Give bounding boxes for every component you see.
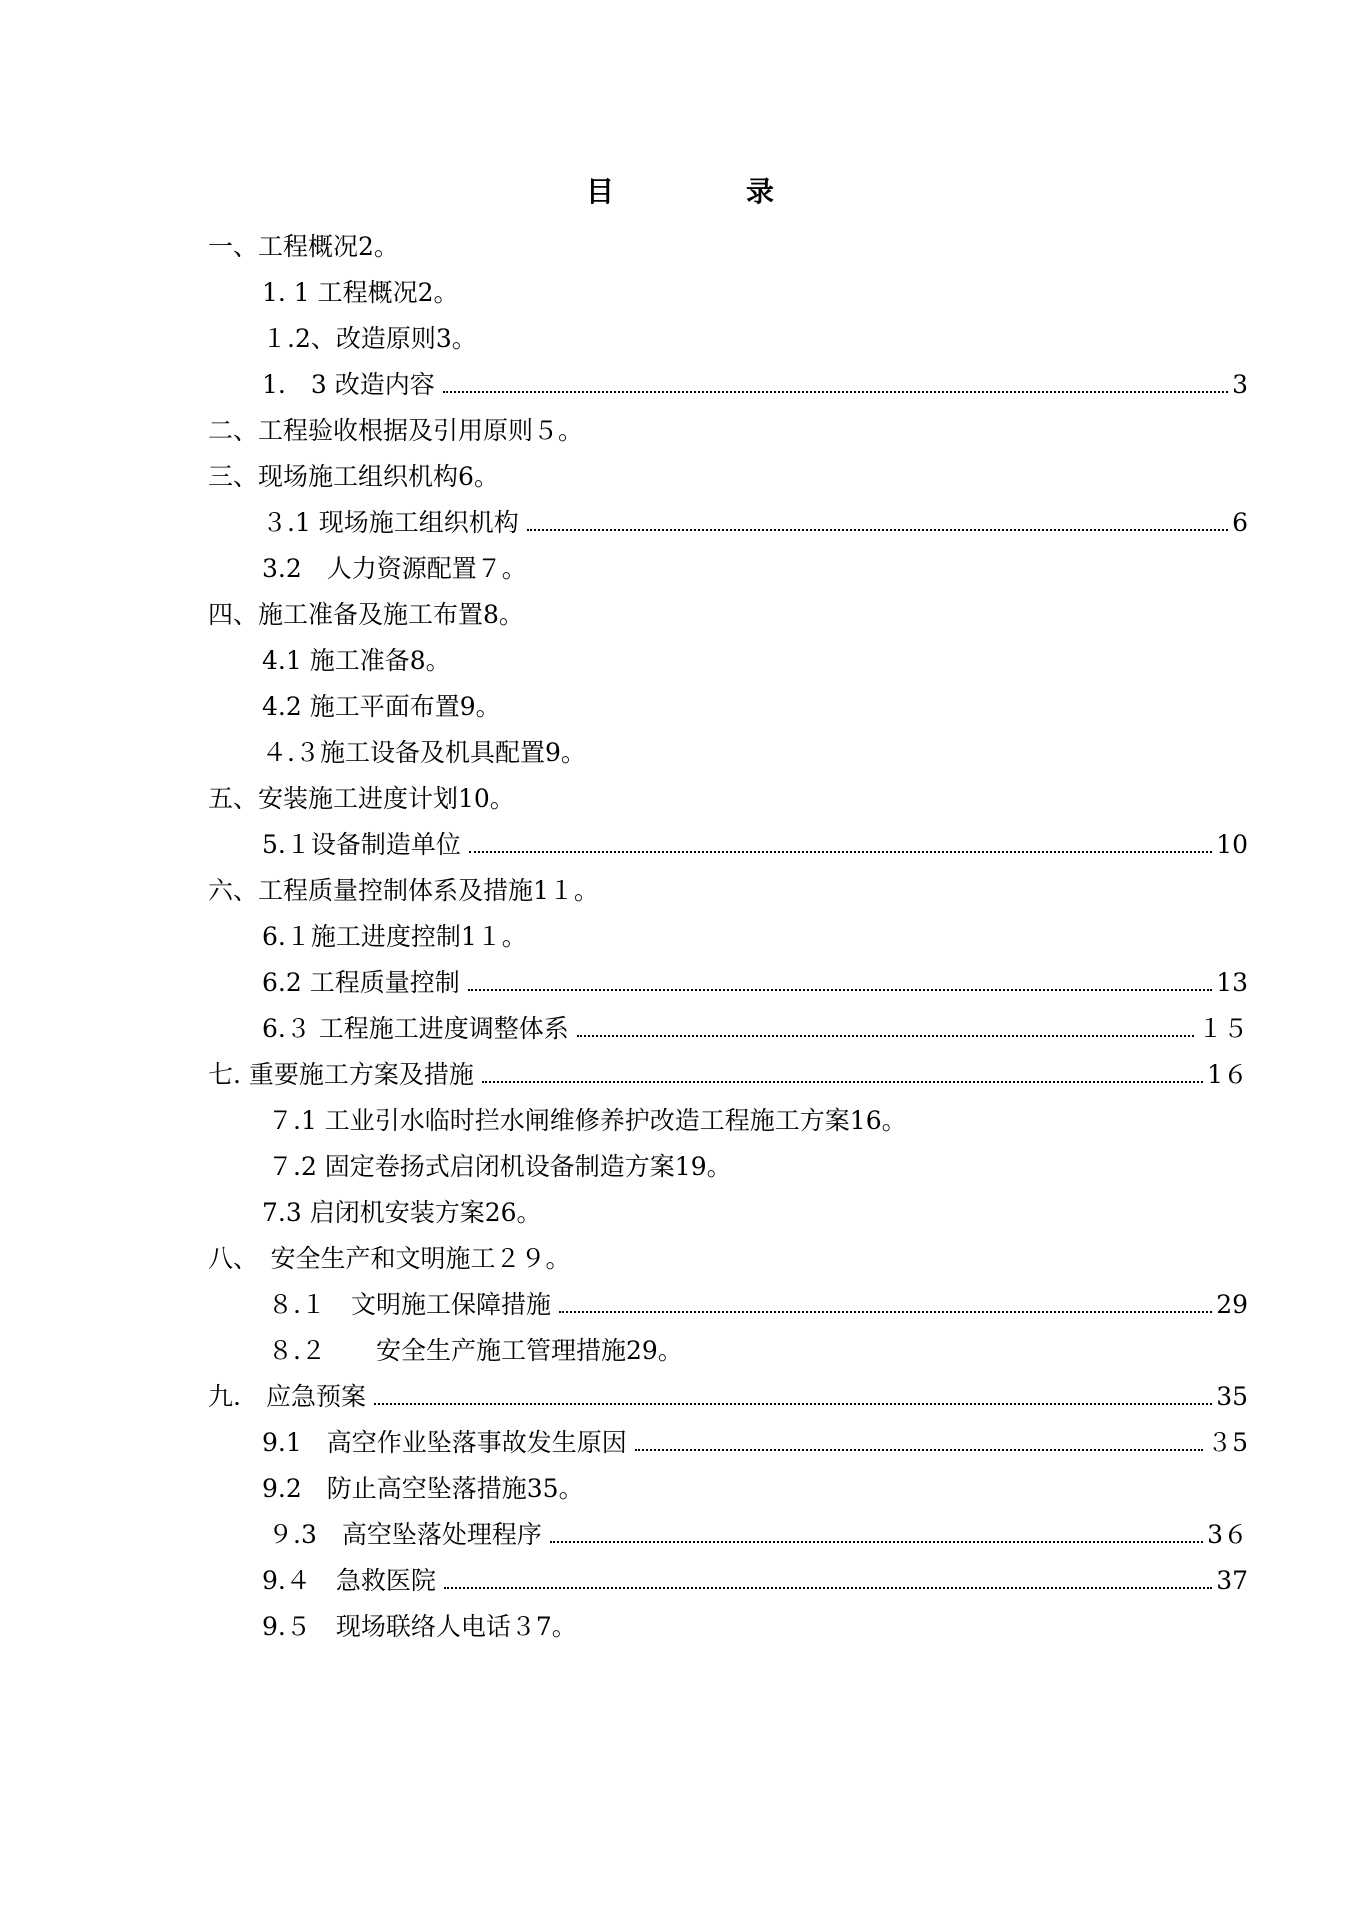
toc-entry-label: 9.2 防止高空坠落措施35。 xyxy=(262,1474,584,1503)
toc-leader-dots xyxy=(443,391,1228,393)
toc-page-number: 13 xyxy=(1216,968,1248,997)
toc-entry-label: 九. 应急预案 xyxy=(208,1382,366,1411)
toc-leader-dots xyxy=(374,1403,1212,1405)
toc-leader-dots xyxy=(469,851,1212,853)
toc-entry xyxy=(208,1282,1248,1328)
toc-entry-label: ８.１ 文明施工保障措施 xyxy=(268,1290,551,1319)
toc-entry-label: 七. 重要施工方案及措施 xyxy=(208,1060,474,1089)
toc-page-number: 10 xyxy=(1216,830,1248,859)
toc-entry xyxy=(208,224,1248,270)
toc-page-number: 6 xyxy=(1232,508,1248,537)
toc-entry-label: 4.2 施工平面布置9。 xyxy=(262,692,501,721)
toc-entry xyxy=(208,1190,1248,1236)
toc-leader-dots xyxy=(635,1449,1203,1451)
toc-entry-label: 一、工程概况2。 xyxy=(208,232,399,261)
toc-entry-label: ７.1 工业引水临时拦水闸维修养护改造工程施工方案16。 xyxy=(268,1106,907,1135)
toc-leader-dots xyxy=(559,1311,1212,1313)
toc-page-number: 3 xyxy=(1232,370,1248,399)
toc-entry xyxy=(208,316,1248,362)
toc-leader-dots xyxy=(482,1081,1203,1083)
toc-page-number: 37 xyxy=(1216,1566,1248,1595)
toc-entry xyxy=(208,730,1248,776)
toc-entry xyxy=(208,638,1248,684)
toc-page-number: 35 xyxy=(1216,1382,1248,1411)
toc-entry xyxy=(208,1604,1248,1650)
toc-entry-label: 9.４ 急救医院 xyxy=(262,1566,436,1595)
toc-entry xyxy=(208,1098,1248,1144)
toc-entry-label: ３.1 现场施工组织机构 xyxy=(262,508,519,537)
toc-entry-label: 1. 1 工程概况2。 xyxy=(262,278,459,307)
toc-entry xyxy=(208,1006,1248,1052)
toc-entry-label: 八、 安全生产和文明施工２９。 xyxy=(208,1244,571,1273)
toc-entry-label: 3.2 人力资源配置７。 xyxy=(262,554,527,583)
toc-entry-label: 6.2 工程质量控制 xyxy=(262,968,460,997)
toc-entry xyxy=(208,362,1248,408)
toc-entry xyxy=(208,1328,1248,1374)
toc-entry-label: 7.3 启闭机安装方案26。 xyxy=(262,1198,542,1227)
toc-entry-label: ８.２ 安全生产施工管理措施29。 xyxy=(268,1336,683,1365)
toc-entry-label: ９.3 高空坠落处理程序 xyxy=(268,1520,542,1549)
toc-entry xyxy=(208,454,1248,500)
toc-entry-label: ４.３施工设备及机具配置9。 xyxy=(262,738,586,767)
toc-entry xyxy=(208,270,1248,316)
toc-entry-label: 9.1 高空作业坠落事故发生原因 xyxy=(262,1428,627,1457)
toc-page-number: １５ xyxy=(1197,1014,1248,1043)
toc-page-number: 29 xyxy=(1216,1290,1248,1319)
toc-leader-dots xyxy=(444,1587,1212,1589)
toc-entry-label: 五、安装施工进度计划10。 xyxy=(208,784,515,813)
toc-entry xyxy=(208,1236,1248,1282)
toc-entry xyxy=(208,1558,1248,1604)
toc-entry-label: 二、工程验收根据及引用原则５。 xyxy=(208,416,584,445)
toc-entry-label: 三、现场施工组织机构6。 xyxy=(208,462,499,491)
toc-page-number: ３5 xyxy=(1207,1428,1248,1457)
toc-entry-label: 5.１设备制造单位 xyxy=(262,830,461,859)
toc-entry xyxy=(208,1420,1248,1466)
toc-entry xyxy=(208,822,1248,868)
toc-entry xyxy=(208,1512,1248,1558)
toc-leader-dots xyxy=(527,529,1228,531)
toc-page-number: 1６ xyxy=(1207,1060,1248,1089)
toc-entry-label: 6.１施工进度控制1１。 xyxy=(262,922,527,951)
toc-entry-label: 6.３ 工程施工进度调整体系 xyxy=(262,1014,569,1043)
toc-entry xyxy=(208,1374,1248,1420)
table-of-contents xyxy=(208,224,1248,1650)
toc-entry-label: 9.５ 现场联络人电话３7。 xyxy=(262,1612,577,1641)
toc-entry xyxy=(208,408,1248,454)
toc-entry xyxy=(208,1052,1248,1098)
toc-entry xyxy=(208,1466,1248,1512)
toc-entry-label: １.2、改造原则3。 xyxy=(262,324,477,353)
toc-leader-dots xyxy=(577,1035,1194,1037)
toc-entry xyxy=(208,1144,1248,1190)
toc-leader-dots xyxy=(468,989,1212,991)
toc-entry xyxy=(208,960,1248,1006)
toc-entry-label: 4.1 施工准备8。 xyxy=(262,646,451,675)
toc-entry xyxy=(208,684,1248,730)
toc-entry xyxy=(208,592,1248,638)
toc-leader-dots xyxy=(550,1541,1203,1543)
toc-entry-label: 四、施工准备及施工布置8。 xyxy=(208,600,524,629)
toc-title: 目 录 xyxy=(585,175,826,208)
toc-entry xyxy=(208,868,1248,914)
toc-entry xyxy=(208,914,1248,960)
toc-entry xyxy=(208,776,1248,822)
toc-entry-label: ７.2 固定卷扬式启闭机设备制造方案19。 xyxy=(268,1152,732,1181)
toc-entry xyxy=(208,500,1248,546)
toc-page-number: 3６ xyxy=(1207,1520,1248,1549)
toc-entry xyxy=(208,546,1248,592)
toc-entry-label: 1. 3 改造内容 xyxy=(262,370,435,399)
toc-entry-label: 六、工程质量控制体系及措施1１。 xyxy=(208,876,599,905)
